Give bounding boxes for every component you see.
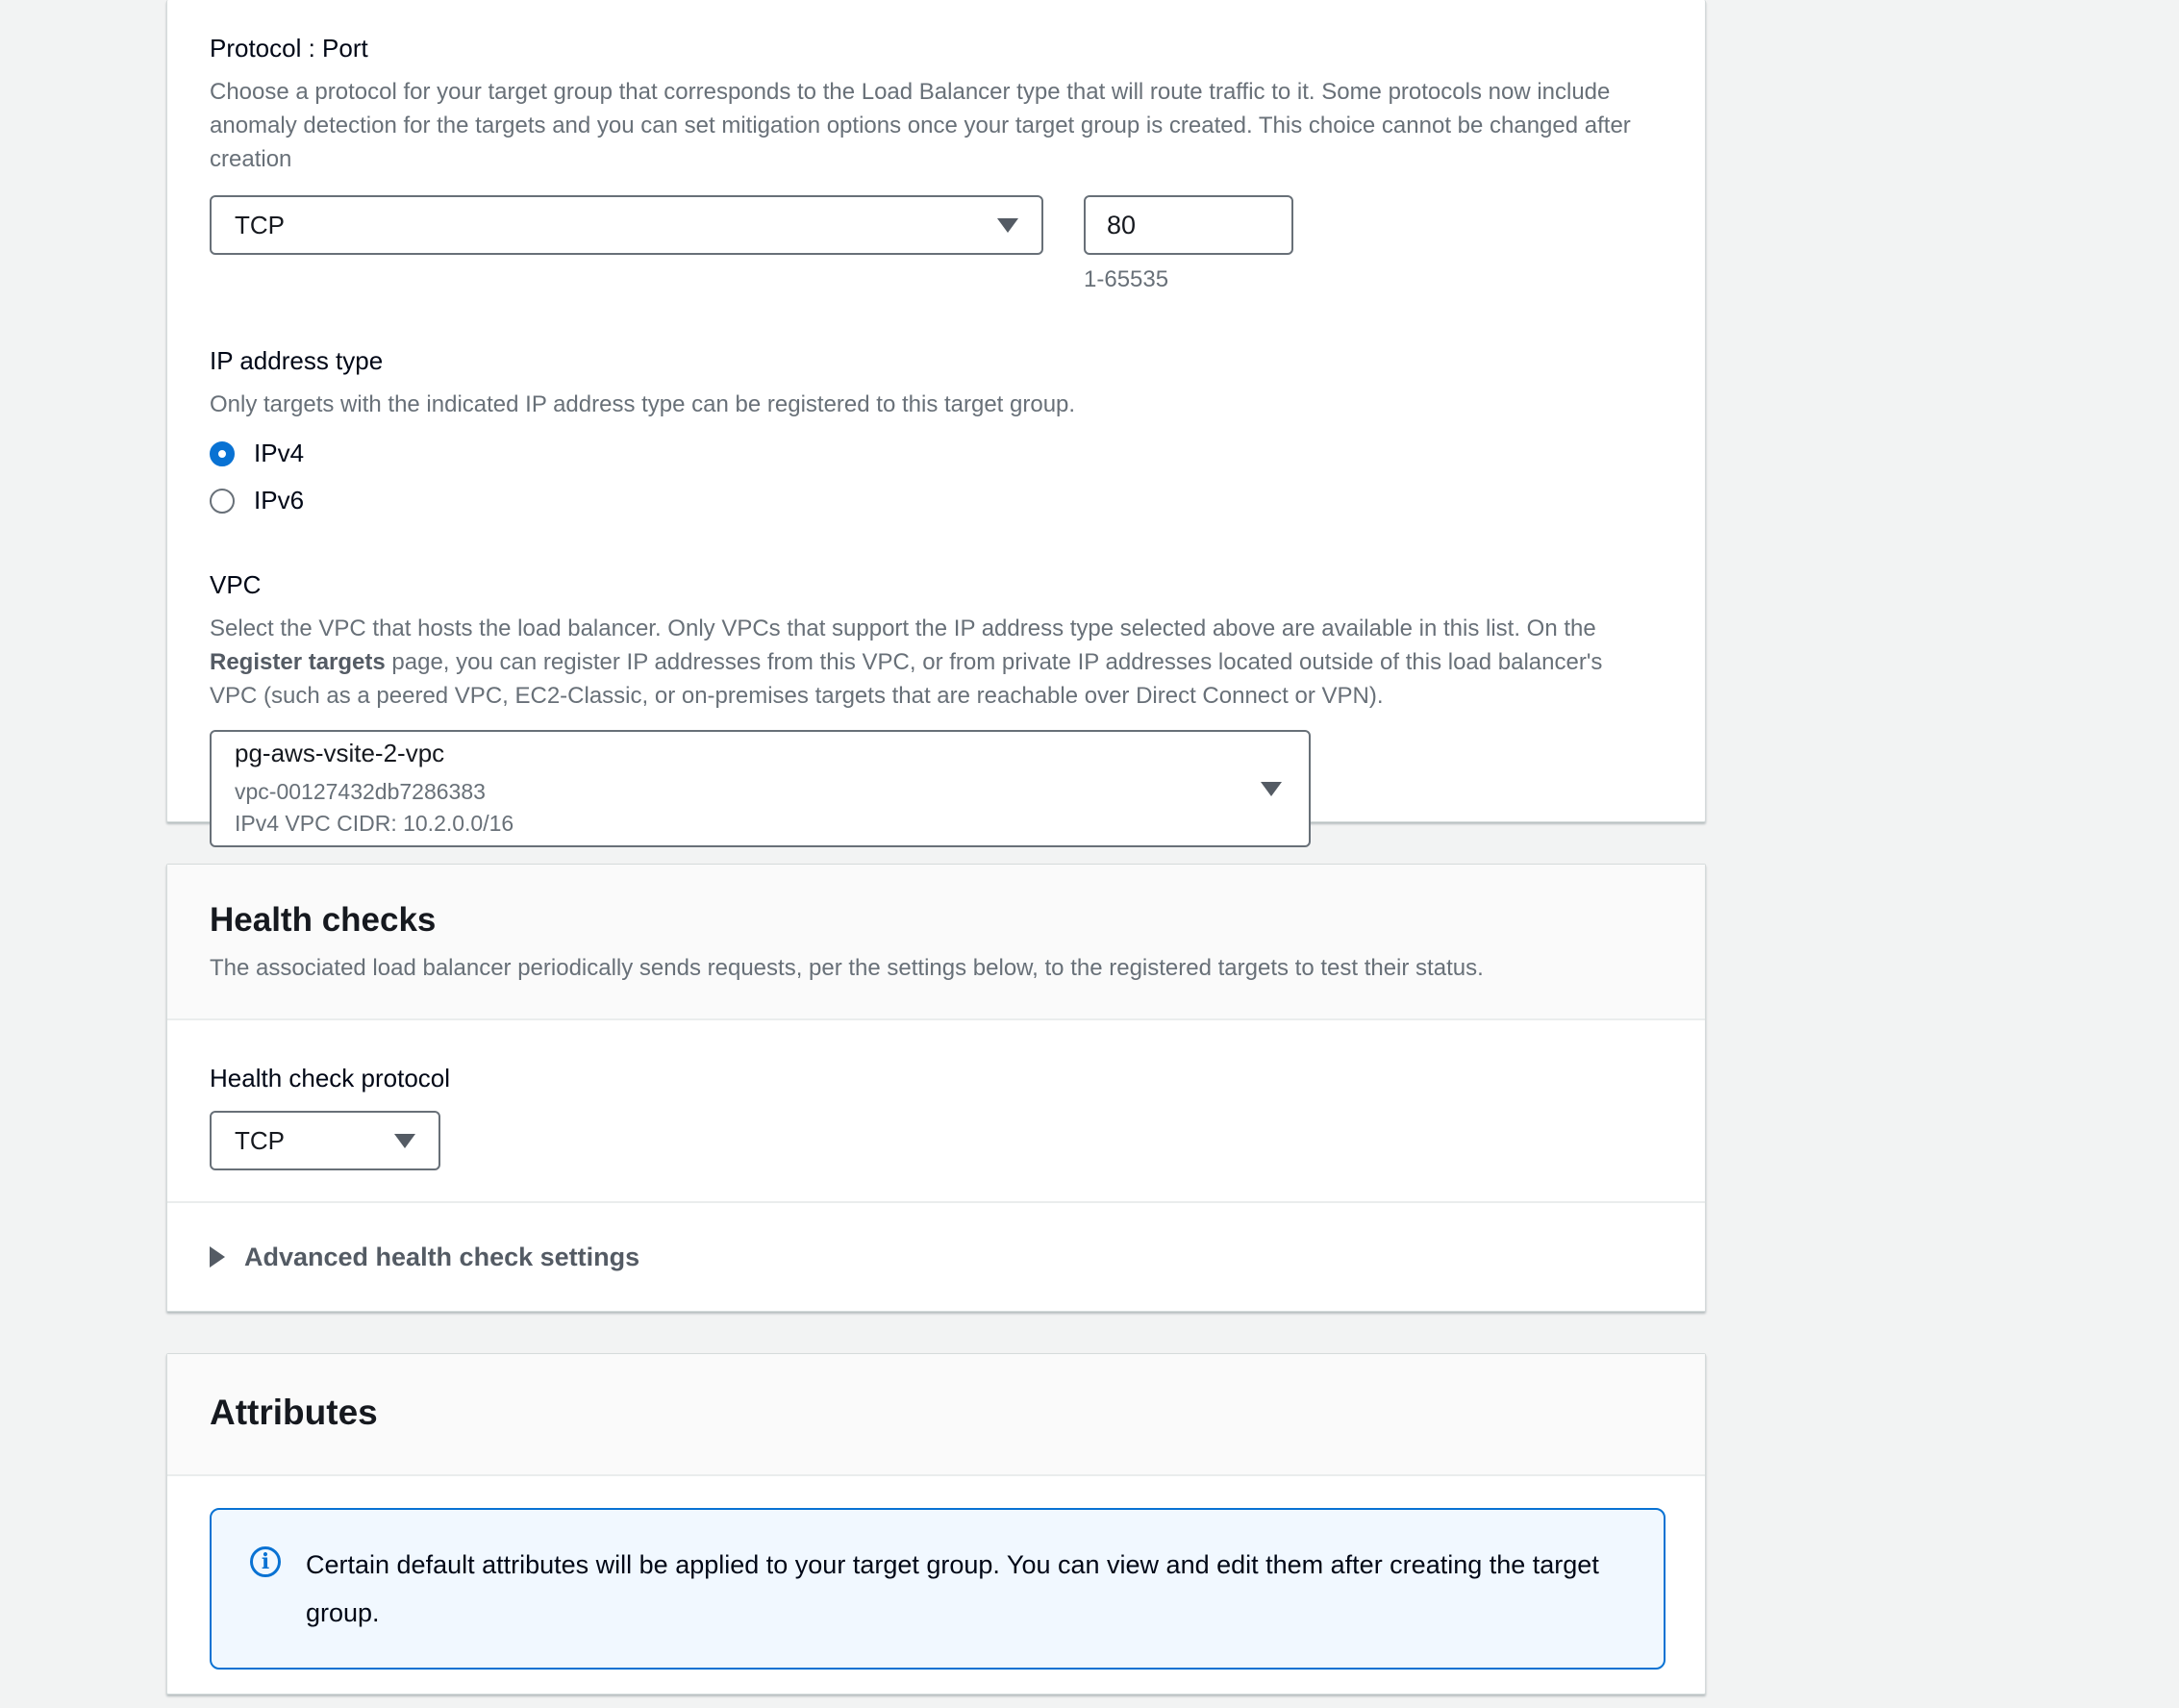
ip-address-type-field [210,343,1663,515]
attributes-title: Attributes [210,1393,378,1432]
vpc-field [210,567,1663,847]
protocol-select[interactable] [210,195,1043,255]
protocol-port-label: Protocol : Port [210,34,368,63]
ip-address-type-radio-group [210,439,1663,515]
protocol-port-field [210,31,1663,293]
health-checks-header [167,865,1705,1020]
page-content [166,0,1706,1695]
ip-address-type-label: IP address type [210,346,384,375]
attributes-info-text: Certain default attributes will be applied to your target group. You can view and edit them after creating the target group. [306,1550,1599,1627]
protocol-port-description: Choose a protocol for your target group that corresponds to the Load Balancer type that will route traffic to it. Some protocols now include anomaly detection for the targets and you can set mitigation options once your target group is created. This choice cannot be changed after creation [210,79,1631,172]
health-checks-description: The associated load balancer periodically sends requests, per the settings below, to the registered targets to test their status. [210,955,1484,981]
advanced-health-check-label: Advanced health check settings [244,1242,640,1271]
vpc-select-cidr: IPv4 VPC CIDR: 10.2.0.0/16 [235,810,514,836]
info-icon: i [250,1546,281,1577]
vpc-select-id: vpc-00127432db7286383 [235,778,486,804]
radio-label-ipv6: IPv6 [254,486,305,515]
attributes-info-alert [210,1508,1666,1670]
chevron-down-icon [394,1134,415,1148]
attributes-body [167,1476,1705,1670]
health-check-protocol-select[interactable] [210,1111,440,1170]
register-targets-bold-text: Register targets [210,649,386,675]
protocol-select-value: TCP [235,210,285,239]
vpc-description: Select the VPC that hosts the load balancer. Only VPCs that support the IP address type selected above are available in this list. On the Register targets page, you can register IP addresses from this VPC, or from private IP addresses located outside of this load balancer's VPC (such as a peered VPC, EC2-Classic, or on-premises targets that are reachable over Direct Connect or VPN). [210,615,1603,709]
radio-button-selected-icon [210,441,235,466]
port-input[interactable] [1084,195,1293,255]
radio-option-ipv6[interactable] [210,486,1663,515]
vpc-label: VPC [210,570,262,599]
basic-configuration-card [166,0,1706,836]
protocol-port-row [210,195,1663,293]
attributes-card [166,1353,1706,1695]
vpc-select[interactable] [210,730,1311,847]
health-check-protocol-value: TCP [235,1125,285,1155]
health-checks-title: Health checks [210,901,437,939]
chevron-down-icon [997,218,1018,233]
health-check-protocol-section [167,1020,1705,1203]
radio-option-ipv4[interactable] [210,439,1663,468]
radio-label-ipv4: IPv4 [254,439,305,467]
expand-triangle-icon [210,1246,225,1268]
port-range-hint: 1-65535 [1084,266,1169,292]
advanced-health-check-section [167,1203,1705,1311]
radio-button-unselected-icon [210,489,235,514]
chevron-down-icon [1261,782,1282,796]
health-checks-card [166,864,1706,1312]
advanced-health-check-toggle[interactable] [210,1243,639,1272]
vpc-select-name: pg-aws-vsite-2-vpc [235,738,445,767]
port-column [1084,195,1293,293]
health-check-protocol-label: Health check protocol [210,1064,451,1093]
ip-address-type-description: Only targets with the indicated IP address type can be registered to this target group. [210,391,1076,417]
attributes-header [167,1354,1705,1476]
